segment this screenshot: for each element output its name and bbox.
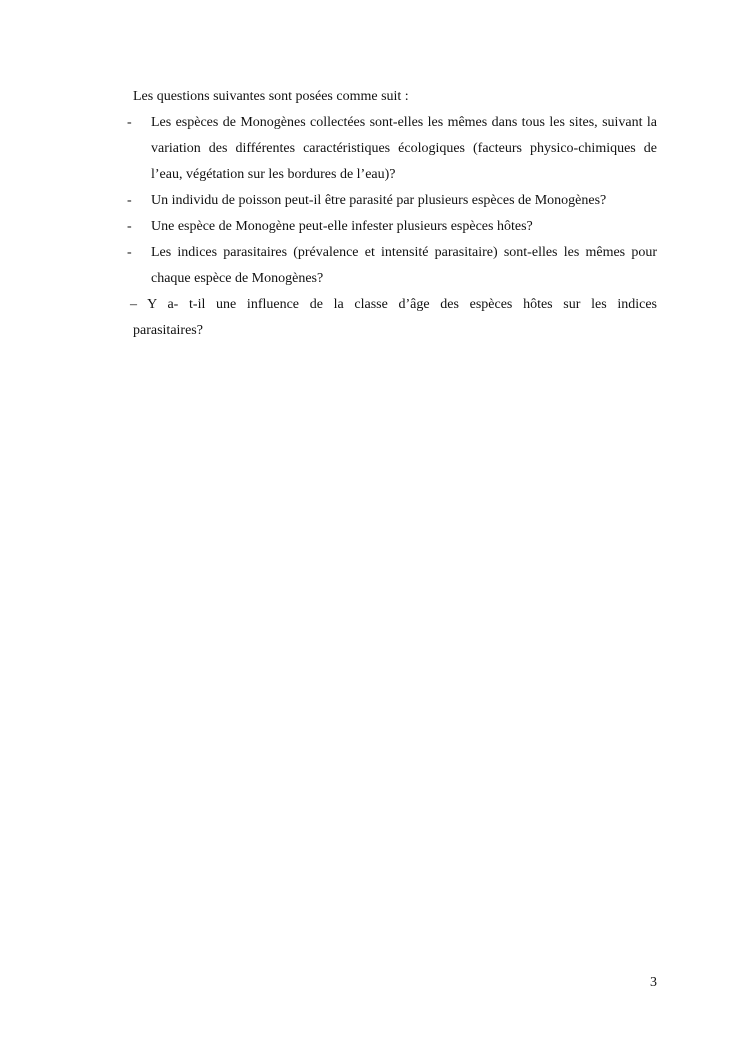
question-text: Une espèce de Monogène peut-elle infester plusieurs espèces hôtes? (151, 219, 533, 234)
bullet-dash: - (127, 245, 132, 260)
document-body (127, 84, 657, 344)
question-text: Un individu de poisson peut-il être parasité par plusieurs espèces de Monogènes? (151, 193, 607, 208)
bullet-dash: – (130, 297, 137, 312)
intro-paragraph: Les questions suivantes sont posées comme suit : (133, 89, 409, 104)
last-question-line (130, 292, 657, 318)
bullet-dash: - (127, 219, 132, 234)
question-item (127, 214, 657, 240)
bullet-dash: - (127, 193, 132, 208)
question-text: Les espèces de Monogènes collectées sont-elles les mêmes dans tous les sites, suivant la variation des différentes caractéristiques écologiques (facteurs physico-chimiques de l’eau, végétation sur les bordures de l’eau)? (151, 115, 657, 182)
question-text: Les indices parasitaires (prévalence et intensité parasitaire) sont-elles les mêmes pour chaque espèce de Monogènes? (151, 245, 657, 286)
question-item (127, 240, 657, 292)
question-item (127, 188, 657, 214)
last-question-continuation: parasitaires? (133, 323, 203, 338)
page-number: 3 (650, 975, 657, 990)
bullet-dash: - (127, 115, 132, 130)
last-question-text: Y a- t-il une influence de la classe d’âge des espèces hôtes sur les indices (147, 297, 657, 312)
question-item (127, 110, 657, 188)
